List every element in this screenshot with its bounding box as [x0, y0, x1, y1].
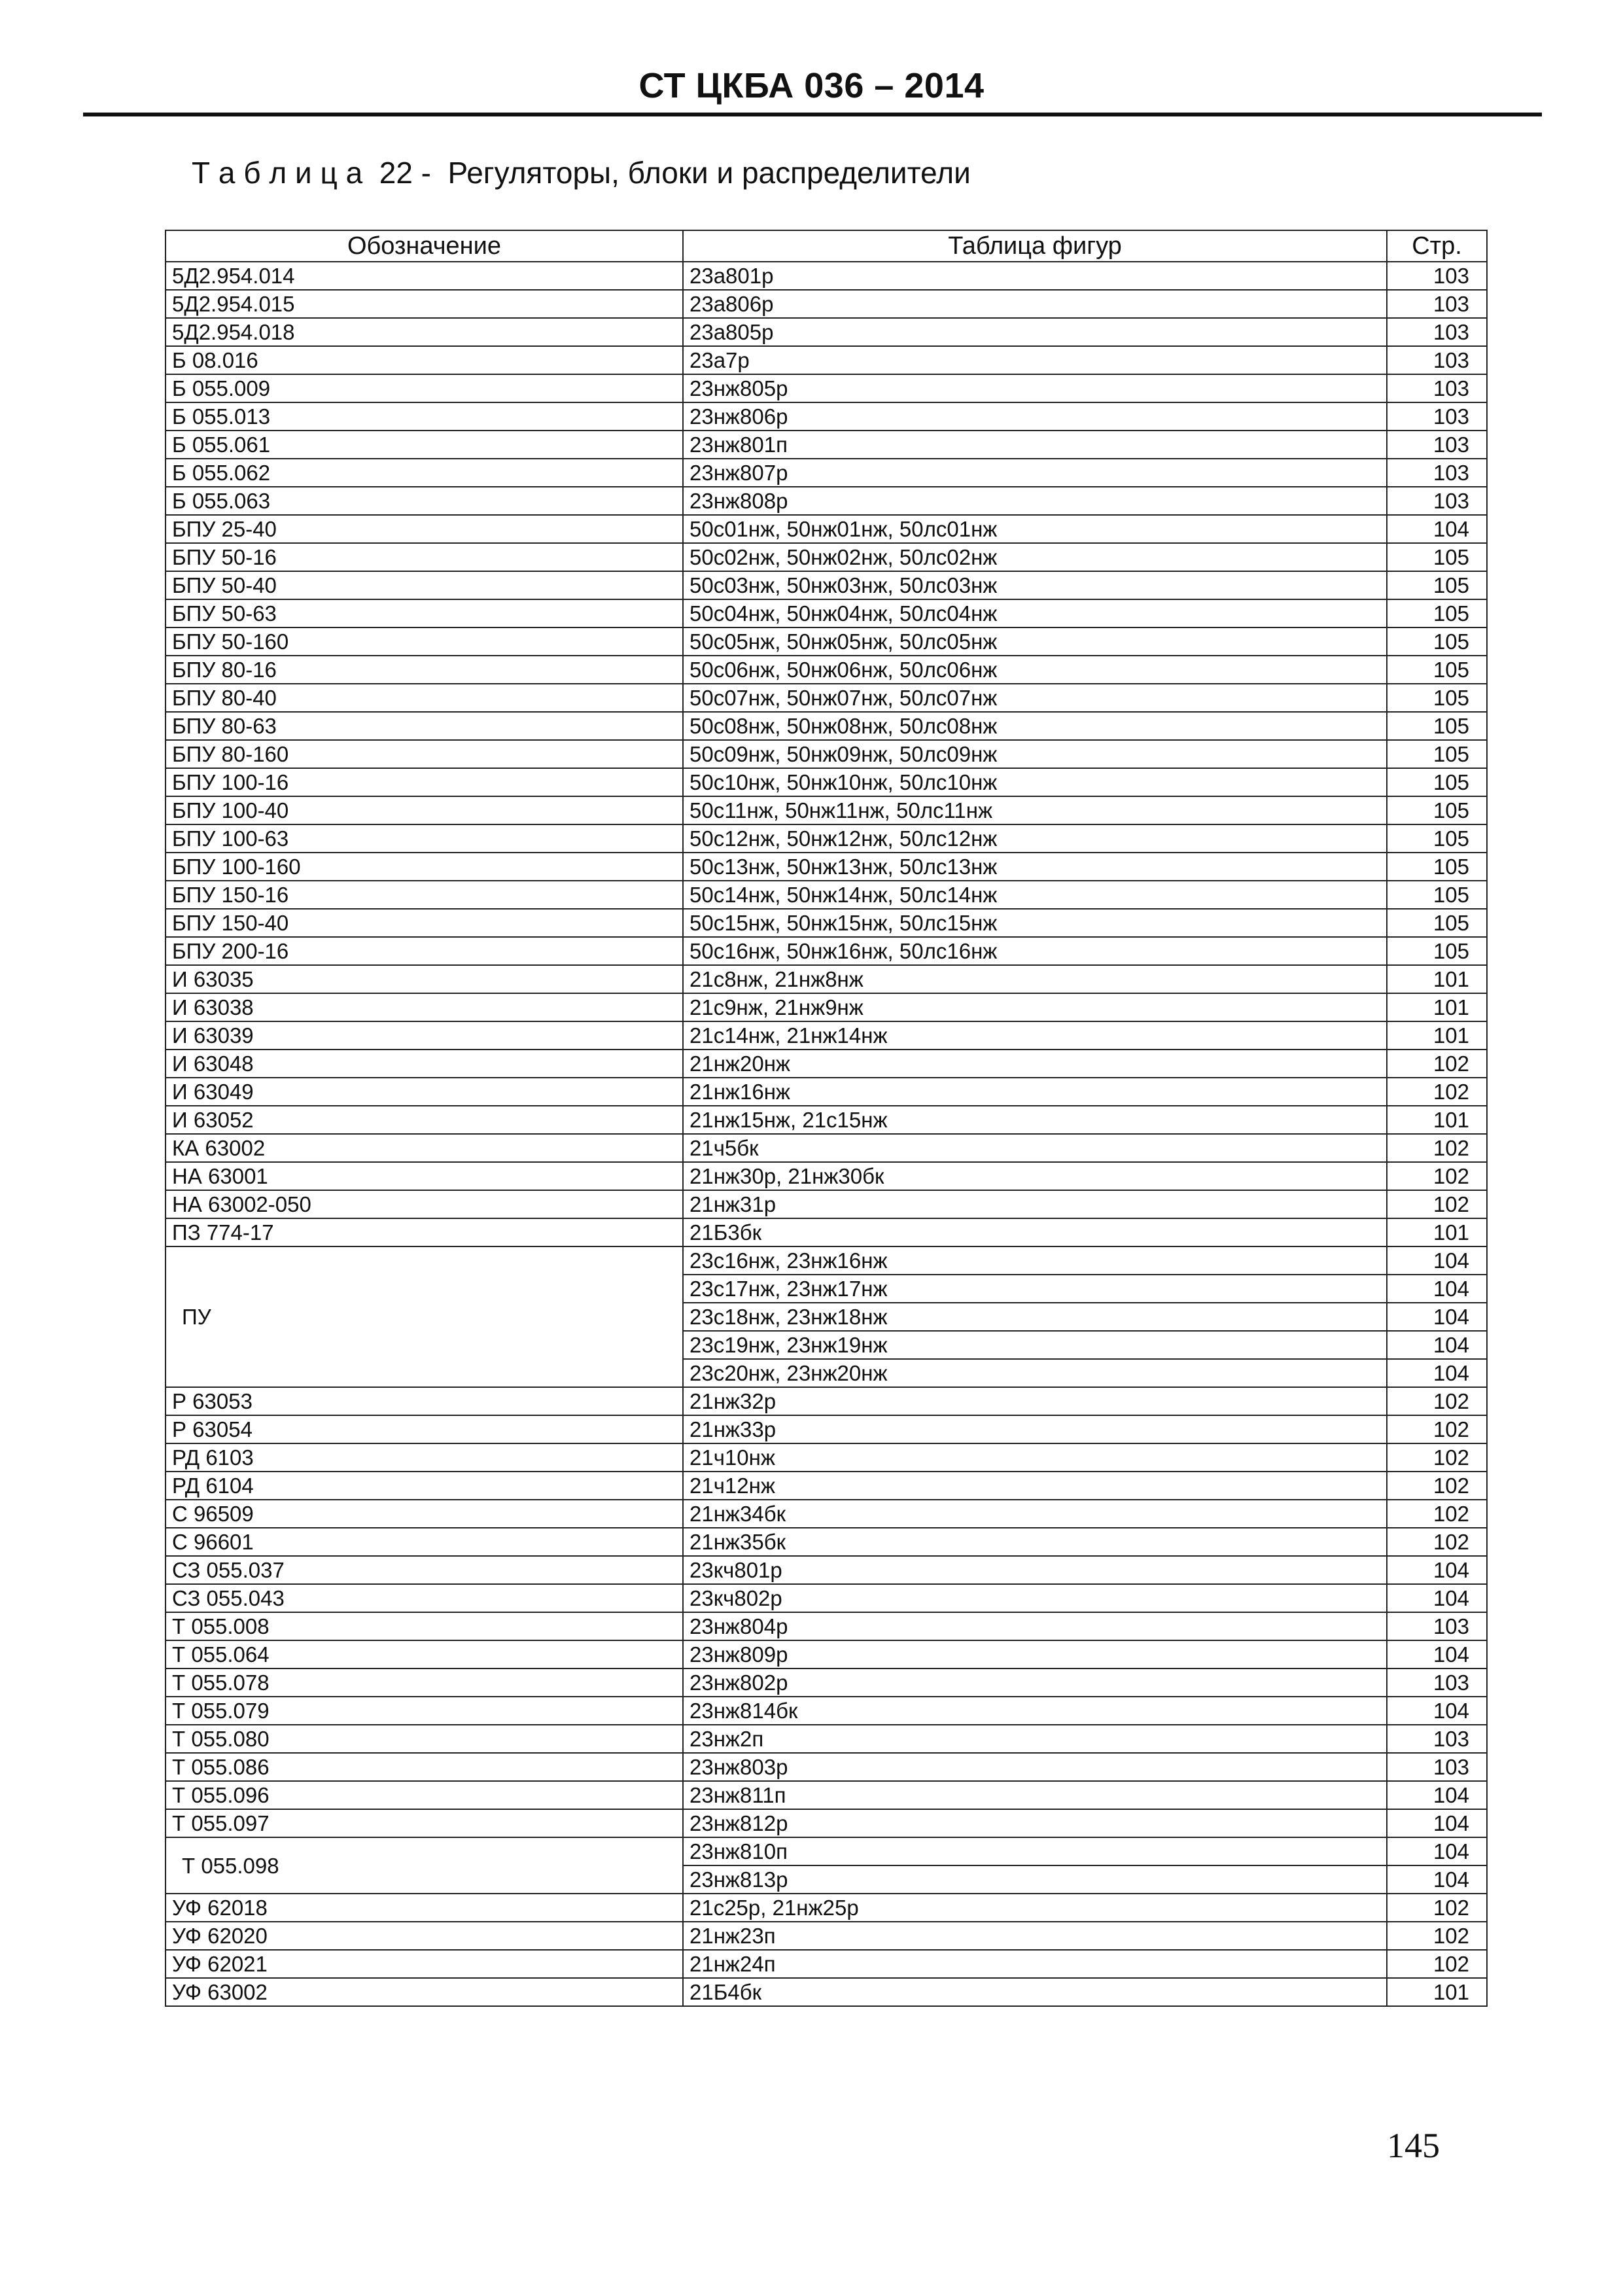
page-cell: 102 — [1387, 1050, 1487, 1078]
table-caption: Т а б л и ц а 22 - Регуляторы, блоки и распределители — [192, 156, 971, 190]
table-row — [166, 1246, 1487, 1275]
table-row — [166, 487, 1487, 515]
page-cell: 102 — [1387, 1500, 1487, 1528]
page-cell: 102 — [1387, 1387, 1487, 1415]
table-row — [166, 1528, 1487, 1556]
designation-cell: УФ 62021 — [166, 1950, 683, 1978]
figures-cell: 50с13нж, 50нж13нж, 50лс13нж — [683, 853, 1387, 881]
designation-cell: 5Д2.954.018 — [166, 318, 683, 346]
figures-cell: 21нж33р — [683, 1415, 1387, 1443]
table-row — [166, 1640, 1487, 1669]
designation-cell: И 63052 — [166, 1106, 683, 1134]
page-cell: 103 — [1387, 318, 1487, 346]
figures-cell: 50с08нж, 50нж08нж, 50лс08нж — [683, 712, 1387, 740]
page-cell: 103 — [1387, 1725, 1487, 1753]
page-cell: 102 — [1387, 1190, 1487, 1218]
page-cell: 105 — [1387, 627, 1487, 656]
page-cell: 102 — [1387, 1162, 1487, 1190]
designation-cell: НА 63001 — [166, 1162, 683, 1190]
table-row — [166, 1753, 1487, 1781]
table-row — [166, 1106, 1487, 1134]
designation-cell: С 96509 — [166, 1500, 683, 1528]
table-row — [166, 768, 1487, 796]
page-cell: 104 — [1387, 515, 1487, 543]
table-row — [166, 318, 1487, 346]
designation-cell: Т 055.096 — [166, 1781, 683, 1809]
index-table — [165, 230, 1488, 2007]
designation-cell: Т 055.064 — [166, 1640, 683, 1669]
column-header-page: Стр. — [1387, 230, 1487, 262]
figures-cell: 50с04нж, 50нж04нж, 50лс04нж — [683, 599, 1387, 627]
table-row — [166, 1584, 1487, 1612]
table-row — [166, 515, 1487, 543]
page-cell: 105 — [1387, 571, 1487, 599]
page-cell: 104 — [1387, 1359, 1487, 1387]
table-row — [166, 1500, 1487, 1528]
table-row — [166, 937, 1487, 965]
table-row — [166, 1669, 1487, 1697]
table-row — [166, 1415, 1487, 1443]
figures-cell: 23нж811п — [683, 1781, 1387, 1809]
designation-cell: Т 055.086 — [166, 1753, 683, 1781]
designation-cell: УФ 62018 — [166, 1894, 683, 1922]
table-row — [166, 290, 1487, 318]
page-cell: 102 — [1387, 1134, 1487, 1162]
page-cell: 105 — [1387, 909, 1487, 937]
table-row — [166, 627, 1487, 656]
page-cell: 103 — [1387, 262, 1487, 290]
table-row — [166, 965, 1487, 993]
table-row — [166, 656, 1487, 684]
designation-cell: БПУ 100-40 — [166, 796, 683, 824]
page-cell: 105 — [1387, 740, 1487, 768]
designation-cell: РД 6103 — [166, 1443, 683, 1472]
designation-cell: БПУ 25-40 — [166, 515, 683, 543]
figures-cell: 23а801р — [683, 262, 1387, 290]
figures-cell: 23кч801р — [683, 1556, 1387, 1584]
figures-cell: 50с10нж, 50нж10нж, 50лс10нж — [683, 768, 1387, 796]
figures-cell: 21с14нж, 21нж14нж — [683, 1021, 1387, 1050]
page-cell: 104 — [1387, 1640, 1487, 1669]
figures-cell: 23с16нж, 23нж16нж — [683, 1246, 1387, 1275]
figures-cell: 23кч802р — [683, 1584, 1387, 1612]
table-row — [166, 824, 1487, 853]
figures-cell: 21Б3бк — [683, 1218, 1387, 1246]
designation-cell: БПУ 80-16 — [166, 656, 683, 684]
page-cell: 104 — [1387, 1697, 1487, 1725]
figures-cell: 50с05нж, 50нж05нж, 50лс05нж — [683, 627, 1387, 656]
page-cell: 103 — [1387, 346, 1487, 374]
figures-cell: 23нж810п — [683, 1837, 1387, 1865]
figures-cell: 21ч10нж — [683, 1443, 1387, 1472]
table-row — [166, 571, 1487, 599]
designation-cell: БПУ 50-40 — [166, 571, 683, 599]
figures-cell: 50с12нж, 50нж12нж, 50лс12нж — [683, 824, 1387, 853]
table-row — [166, 853, 1487, 881]
table-row — [166, 1021, 1487, 1050]
designation-cell: И 63049 — [166, 1078, 683, 1106]
designation-cell: БПУ 80-63 — [166, 712, 683, 740]
figures-cell: 23нж814бк — [683, 1697, 1387, 1725]
figures-cell: 21с8нж, 21нж8нж — [683, 965, 1387, 993]
table-row — [166, 1162, 1487, 1190]
page-number: 145 — [1387, 2126, 1440, 2165]
page-cell: 104 — [1387, 1556, 1487, 1584]
designation-cell: БПУ 100-63 — [166, 824, 683, 853]
page-cell: 105 — [1387, 796, 1487, 824]
table-row — [166, 1472, 1487, 1500]
page-cell: 102 — [1387, 1950, 1487, 1978]
figures-cell: 23нж804р — [683, 1612, 1387, 1640]
designation-cell: 5Д2.954.014 — [166, 262, 683, 290]
table-row — [166, 262, 1487, 290]
table-row — [166, 881, 1487, 909]
designation-cell: Б 055.062 — [166, 459, 683, 487]
page-cell: 101 — [1387, 965, 1487, 993]
figures-cell: 21с9нж, 21нж9нж — [683, 993, 1387, 1021]
table-body — [166, 262, 1487, 2006]
figures-cell: 23нж2п — [683, 1725, 1387, 1753]
designation-cell: ПУ — [166, 1246, 683, 1387]
figures-cell: 21ч5бк — [683, 1134, 1387, 1162]
figures-cell: 21ч12нж — [683, 1472, 1387, 1500]
document-header: СТ ЦКБА 036 – 2014 — [638, 66, 985, 105]
figures-cell: 23нж813р — [683, 1865, 1387, 1894]
table-row — [166, 1556, 1487, 1584]
figures-cell: 21нж15нж, 21с15нж — [683, 1106, 1387, 1134]
page-cell: 104 — [1387, 1246, 1487, 1275]
designation-cell: СЗ 055.037 — [166, 1556, 683, 1584]
page-cell: 104 — [1387, 1781, 1487, 1809]
table-row — [166, 1922, 1487, 1950]
designation-cell: Т 055.008 — [166, 1612, 683, 1640]
designation-cell: БПУ 150-40 — [166, 909, 683, 937]
designation-cell: Т 055.098 — [166, 1837, 683, 1894]
table-row — [166, 1190, 1487, 1218]
designation-cell: БПУ 200-16 — [166, 937, 683, 965]
page-cell: 105 — [1387, 768, 1487, 796]
designation-cell: ПЗ 774-17 — [166, 1218, 683, 1246]
figures-cell: 21нж34бк — [683, 1500, 1387, 1528]
figures-cell: 21нж35бк — [683, 1528, 1387, 1556]
designation-cell: БПУ 150-16 — [166, 881, 683, 909]
figures-cell: 21нж20нж — [683, 1050, 1387, 1078]
page-cell: 103 — [1387, 290, 1487, 318]
table-header-row — [166, 230, 1487, 262]
page-cell: 105 — [1387, 712, 1487, 740]
table-row — [166, 402, 1487, 431]
page-cell: 101 — [1387, 1106, 1487, 1134]
figures-cell: 50с02нж, 50нж02нж, 50лс02нж — [683, 543, 1387, 571]
table-row — [166, 796, 1487, 824]
designation-cell: Б 055.009 — [166, 374, 683, 402]
table-row — [166, 374, 1487, 402]
designation-cell: Б 055.063 — [166, 487, 683, 515]
page-cell: 104 — [1387, 1303, 1487, 1331]
page-cell: 105 — [1387, 599, 1487, 627]
designation-cell: И 63048 — [166, 1050, 683, 1078]
page-cell: 102 — [1387, 1528, 1487, 1556]
table-row — [166, 993, 1487, 1021]
designation-cell: Р 63054 — [166, 1415, 683, 1443]
designation-cell: БПУ 50-63 — [166, 599, 683, 627]
table-row — [166, 1894, 1487, 1922]
designation-cell: БПУ 100-16 — [166, 768, 683, 796]
figures-cell: 50с09нж, 50нж09нж, 50лс09нж — [683, 740, 1387, 768]
figures-cell: 21Б4бк — [683, 1978, 1387, 2006]
page-cell: 103 — [1387, 1669, 1487, 1697]
table-row — [166, 1134, 1487, 1162]
figures-cell: 23с17нж, 23нж17нж — [683, 1275, 1387, 1303]
figures-cell: 50с15нж, 50нж15нж, 50лс15нж — [683, 909, 1387, 937]
designation-cell: БПУ 50-16 — [166, 543, 683, 571]
table-row — [166, 1978, 1487, 2006]
figures-cell: 23нж806р — [683, 402, 1387, 431]
table-row — [166, 1950, 1487, 1978]
designation-cell: Т 055.078 — [166, 1669, 683, 1697]
figures-cell: 23нж803р — [683, 1753, 1387, 1781]
designation-cell: КА 63002 — [166, 1134, 683, 1162]
figures-cell: 50с03нж, 50нж03нж, 50лс03нж — [683, 571, 1387, 599]
page-cell: 103 — [1387, 402, 1487, 431]
designation-cell: БПУ 80-40 — [166, 684, 683, 712]
figures-cell: 21нж16нж — [683, 1078, 1387, 1106]
figures-cell: 23а7р — [683, 346, 1387, 374]
figures-cell: 50с01нж, 50нж01нж, 50лс01нж — [683, 515, 1387, 543]
figures-cell: 23с18нж, 23нж18нж — [683, 1303, 1387, 1331]
figures-cell: 50с06нж, 50нж06нж, 50лс06нж — [683, 656, 1387, 684]
table-row — [166, 1697, 1487, 1725]
page-cell: 105 — [1387, 684, 1487, 712]
page-cell: 101 — [1387, 1021, 1487, 1050]
figures-cell: 23нж801п — [683, 431, 1387, 459]
designation-cell: СЗ 055.043 — [166, 1584, 683, 1612]
figures-cell: 23нж807р — [683, 459, 1387, 487]
designation-cell: Б 055.013 — [166, 402, 683, 431]
designation-cell: 5Д2.954.015 — [166, 290, 683, 318]
table-row — [166, 1837, 1487, 1865]
page-cell: 104 — [1387, 1809, 1487, 1837]
figures-cell: 21с25р, 21нж25р — [683, 1894, 1387, 1922]
table-row — [166, 431, 1487, 459]
table-row — [166, 909, 1487, 937]
page-cell: 103 — [1387, 431, 1487, 459]
table-row — [166, 1387, 1487, 1415]
figures-cell: 23а806р — [683, 290, 1387, 318]
designation-cell: БПУ 50-160 — [166, 627, 683, 656]
page-cell: 104 — [1387, 1865, 1487, 1894]
page-cell: 101 — [1387, 993, 1487, 1021]
page-cell: 103 — [1387, 1753, 1487, 1781]
header-rule — [83, 113, 1542, 116]
table-row — [166, 543, 1487, 571]
designation-cell: УФ 62020 — [166, 1922, 683, 1950]
figures-cell: 50с07нж, 50нж07нж, 50лс07нж — [683, 684, 1387, 712]
figures-cell: 21нж32р — [683, 1387, 1387, 1415]
designation-cell: Б 055.061 — [166, 431, 683, 459]
figures-cell: 21нж23п — [683, 1922, 1387, 1950]
designation-cell: Т 055.080 — [166, 1725, 683, 1753]
page-cell: 103 — [1387, 374, 1487, 402]
figures-cell: 21нж31р — [683, 1190, 1387, 1218]
figures-cell: 50с11нж, 50нж11нж, 50лс11нж — [683, 796, 1387, 824]
figures-cell: 23с20нж, 23нж20нж — [683, 1359, 1387, 1387]
page-cell: 101 — [1387, 1978, 1487, 2006]
page-cell: 105 — [1387, 824, 1487, 853]
page-cell: 102 — [1387, 1415, 1487, 1443]
page-cell: 105 — [1387, 853, 1487, 881]
table-row — [166, 740, 1487, 768]
table-row — [166, 1725, 1487, 1753]
page-cell: 105 — [1387, 656, 1487, 684]
designation-cell: РД 6104 — [166, 1472, 683, 1500]
page-cell: 105 — [1387, 543, 1487, 571]
column-header-figures: Таблица фигур — [683, 230, 1387, 262]
table-row — [166, 1809, 1487, 1837]
page-cell: 103 — [1387, 1612, 1487, 1640]
figures-cell: 21нж30р, 21нж30бк — [683, 1162, 1387, 1190]
designation-cell: И 63039 — [166, 1021, 683, 1050]
page-cell: 102 — [1387, 1078, 1487, 1106]
page-cell: 104 — [1387, 1837, 1487, 1865]
figures-cell: 23нж808р — [683, 487, 1387, 515]
table-row — [166, 1050, 1487, 1078]
page-cell: 104 — [1387, 1331, 1487, 1359]
figures-cell: 23нж809р — [683, 1640, 1387, 1669]
designation-cell: С 96601 — [166, 1528, 683, 1556]
table-row — [166, 346, 1487, 374]
figures-cell: 50с14нж, 50нж14нж, 50лс14нж — [683, 881, 1387, 909]
designation-cell: Б 08.016 — [166, 346, 683, 374]
designation-cell: УФ 63002 — [166, 1978, 683, 2006]
page-cell: 104 — [1387, 1584, 1487, 1612]
figures-cell: 23а805р — [683, 318, 1387, 346]
page-cell: 101 — [1387, 1218, 1487, 1246]
page-cell: 105 — [1387, 937, 1487, 965]
column-header-designation: Обозначение — [166, 230, 683, 262]
figures-cell: 23нж805р — [683, 374, 1387, 402]
table-row — [166, 599, 1487, 627]
designation-cell: Р 63053 — [166, 1387, 683, 1415]
designation-cell: БПУ 80-160 — [166, 740, 683, 768]
table-row — [166, 1078, 1487, 1106]
designation-cell: И 63038 — [166, 993, 683, 1021]
designation-cell: Т 055.097 — [166, 1809, 683, 1837]
page-cell: 103 — [1387, 487, 1487, 515]
table-row — [166, 712, 1487, 740]
figures-cell: 23нж802р — [683, 1669, 1387, 1697]
table-row — [166, 1781, 1487, 1809]
page-cell: 102 — [1387, 1894, 1487, 1922]
page-cell: 103 — [1387, 459, 1487, 487]
page-cell: 102 — [1387, 1443, 1487, 1472]
table-row — [166, 1443, 1487, 1472]
designation-cell: БПУ 100-160 — [166, 853, 683, 881]
table-row — [166, 1612, 1487, 1640]
figures-cell: 50с16нж, 50нж16нж, 50лс16нж — [683, 937, 1387, 965]
table-row — [166, 1218, 1487, 1246]
designation-cell: И 63035 — [166, 965, 683, 993]
designation-cell: НА 63002-050 — [166, 1190, 683, 1218]
figures-cell: 23с19нж, 23нж19нж — [683, 1331, 1387, 1359]
table-row — [166, 459, 1487, 487]
table-row — [166, 684, 1487, 712]
page-cell: 102 — [1387, 1922, 1487, 1950]
figures-cell: 23нж812р — [683, 1809, 1387, 1837]
page-cell: 102 — [1387, 1472, 1487, 1500]
page-cell: 105 — [1387, 881, 1487, 909]
designation-cell: Т 055.079 — [166, 1697, 683, 1725]
page-cell: 104 — [1387, 1275, 1487, 1303]
figures-cell: 21нж24п — [683, 1950, 1387, 1978]
